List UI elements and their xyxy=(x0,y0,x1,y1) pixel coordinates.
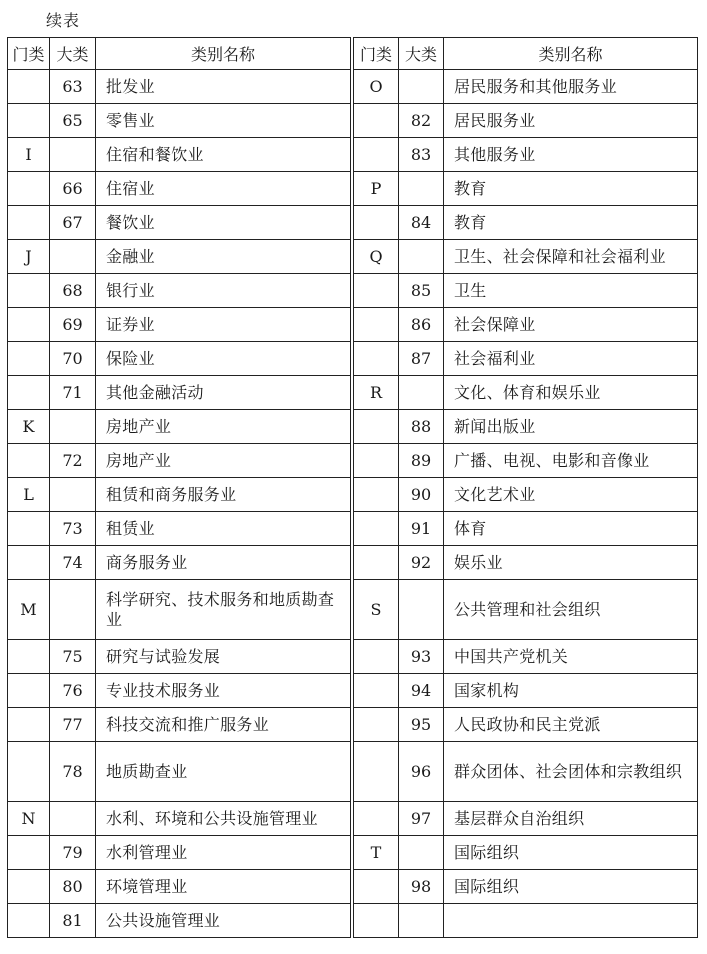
table-row xyxy=(354,708,698,742)
gate-cell xyxy=(354,274,399,308)
major-cell xyxy=(50,138,96,172)
gate-cell xyxy=(354,206,399,240)
table-row xyxy=(354,376,698,410)
gate-cell: K xyxy=(8,410,50,444)
gate-cell xyxy=(354,674,399,708)
header-major: 大类 xyxy=(50,38,96,70)
major-cell xyxy=(50,478,96,512)
name-cell: 其他金融活动 xyxy=(96,376,351,410)
table-row xyxy=(8,674,351,708)
table-row xyxy=(354,640,698,674)
gate-cell xyxy=(8,274,50,308)
table-row xyxy=(8,444,351,478)
table-row xyxy=(354,70,698,104)
name-cell: 居民服务业 xyxy=(444,104,698,138)
name-cell: 新闻出版业 xyxy=(444,410,698,444)
name-cell: 人民政协和民主党派 xyxy=(444,708,698,742)
gate-cell xyxy=(8,708,50,742)
table-row xyxy=(8,138,351,172)
right-table-body xyxy=(354,70,698,938)
table-row xyxy=(8,478,351,512)
name-cell: 零售业 xyxy=(96,104,351,138)
gate-cell xyxy=(8,640,50,674)
name-cell: 住宿业 xyxy=(96,172,351,206)
name-cell: 基层群众自治组织 xyxy=(444,802,698,836)
name-cell: 国际组织 xyxy=(444,870,698,904)
major-cell: 81 xyxy=(50,904,96,938)
gate-cell xyxy=(354,444,399,478)
gate-cell xyxy=(8,444,50,478)
table-row xyxy=(8,742,351,802)
table-row xyxy=(8,546,351,580)
name-cell: 房地产业 xyxy=(96,444,351,478)
name-cell: 水利管理业 xyxy=(96,836,351,870)
gate-cell: N xyxy=(8,802,50,836)
name-cell: 餐饮业 xyxy=(96,206,351,240)
major-cell: 75 xyxy=(50,640,96,674)
name-cell: 房地产业 xyxy=(96,410,351,444)
gate-cell: P xyxy=(354,172,399,206)
major-cell: 96 xyxy=(399,742,444,802)
major-cell: 91 xyxy=(399,512,444,546)
gate-cell: R xyxy=(354,376,399,410)
name-cell: 文化艺术业 xyxy=(444,478,698,512)
table-row xyxy=(8,274,351,308)
major-cell: 88 xyxy=(399,410,444,444)
name-cell: 卫生、社会保障和社会福利业 xyxy=(444,240,698,274)
gate-cell: Q xyxy=(354,240,399,274)
name-cell: 公共设施管理业 xyxy=(96,904,351,938)
name-cell: 广播、电视、电影和音像业 xyxy=(444,444,698,478)
name-cell: 租赁和商务服务业 xyxy=(96,478,351,512)
table-row xyxy=(354,836,698,870)
major-cell xyxy=(50,580,96,640)
table-row xyxy=(354,240,698,274)
header-gate: 门类 xyxy=(354,38,399,70)
major-cell: 95 xyxy=(399,708,444,742)
name-cell: 中国共产党机关 xyxy=(444,640,698,674)
left-table xyxy=(7,37,351,938)
gate-cell xyxy=(354,512,399,546)
name-cell: 国家机构 xyxy=(444,674,698,708)
name-cell: 科学研究、技术服务和地质勘查业 xyxy=(96,580,351,640)
major-cell xyxy=(399,904,444,938)
major-cell: 93 xyxy=(399,640,444,674)
gate-cell xyxy=(8,206,50,240)
major-cell xyxy=(399,376,444,410)
name-cell xyxy=(444,904,698,938)
table-row xyxy=(8,512,351,546)
table-row xyxy=(354,478,698,512)
gate-cell xyxy=(354,138,399,172)
gate-cell xyxy=(354,342,399,376)
name-cell: 娱乐业 xyxy=(444,546,698,580)
header-major: 大类 xyxy=(399,38,444,70)
name-cell: 地质勘查业 xyxy=(96,742,351,802)
name-cell: 社会保障业 xyxy=(444,308,698,342)
major-cell: 85 xyxy=(399,274,444,308)
gate-cell xyxy=(8,376,50,410)
major-cell xyxy=(399,240,444,274)
major-cell: 67 xyxy=(50,206,96,240)
gate-cell xyxy=(8,904,50,938)
gate-cell xyxy=(8,512,50,546)
table-row xyxy=(354,674,698,708)
major-cell: 65 xyxy=(50,104,96,138)
table-row xyxy=(8,70,351,104)
major-cell: 79 xyxy=(50,836,96,870)
gate-cell: T xyxy=(354,836,399,870)
major-cell: 78 xyxy=(50,742,96,802)
major-cell: 94 xyxy=(399,674,444,708)
gate-cell xyxy=(354,640,399,674)
gate-cell xyxy=(354,742,399,802)
major-cell: 89 xyxy=(399,444,444,478)
table-row xyxy=(8,342,351,376)
table-row xyxy=(8,376,351,410)
major-cell: 66 xyxy=(50,172,96,206)
name-cell: 批发业 xyxy=(96,70,351,104)
name-cell: 居民服务和其他服务业 xyxy=(444,70,698,104)
major-cell: 72 xyxy=(50,444,96,478)
gate-cell xyxy=(8,104,50,138)
gate-cell xyxy=(8,70,50,104)
table-row xyxy=(8,240,351,274)
gate-cell: L xyxy=(8,478,50,512)
gate-cell: I xyxy=(8,138,50,172)
gate-cell xyxy=(354,708,399,742)
name-cell: 教育 xyxy=(444,172,698,206)
gate-cell: S xyxy=(354,580,399,640)
header-row xyxy=(8,38,351,70)
table-row xyxy=(354,512,698,546)
major-cell: 68 xyxy=(50,274,96,308)
header-name: 类别名称 xyxy=(444,38,698,70)
gate-cell xyxy=(8,172,50,206)
major-cell xyxy=(399,172,444,206)
gate-cell xyxy=(354,802,399,836)
table-row xyxy=(8,708,351,742)
name-cell: 群众团体、社会团体和宗教组织 xyxy=(444,742,698,802)
table-row xyxy=(8,172,351,206)
table-row xyxy=(354,870,698,904)
gate-cell xyxy=(8,546,50,580)
gate-cell xyxy=(354,308,399,342)
table-row xyxy=(8,580,351,640)
major-cell: 84 xyxy=(399,206,444,240)
table-row xyxy=(8,870,351,904)
major-cell: 74 xyxy=(50,546,96,580)
major-cell: 80 xyxy=(50,870,96,904)
major-cell: 69 xyxy=(50,308,96,342)
name-cell: 证券业 xyxy=(96,308,351,342)
table-row xyxy=(8,308,351,342)
major-cell: 92 xyxy=(399,546,444,580)
left-table-body xyxy=(8,70,351,938)
major-cell: 77 xyxy=(50,708,96,742)
name-cell: 科技交流和推广服务业 xyxy=(96,708,351,742)
table-row xyxy=(354,444,698,478)
gate-cell xyxy=(354,904,399,938)
right-table xyxy=(353,37,698,938)
name-cell: 金融业 xyxy=(96,240,351,274)
major-cell: 82 xyxy=(399,104,444,138)
gate-cell xyxy=(8,836,50,870)
table-row xyxy=(8,206,351,240)
major-cell xyxy=(399,70,444,104)
major-cell xyxy=(50,240,96,274)
name-cell: 商务服务业 xyxy=(96,546,351,580)
name-cell: 环境管理业 xyxy=(96,870,351,904)
table-row xyxy=(354,546,698,580)
major-cell: 98 xyxy=(399,870,444,904)
gate-cell: M xyxy=(8,580,50,640)
name-cell: 研究与试验发展 xyxy=(96,640,351,674)
major-cell xyxy=(50,802,96,836)
gate-cell xyxy=(354,870,399,904)
major-cell: 86 xyxy=(399,308,444,342)
gate-cell xyxy=(8,870,50,904)
major-cell: 87 xyxy=(399,342,444,376)
gate-cell: J xyxy=(8,240,50,274)
name-cell: 其他服务业 xyxy=(444,138,698,172)
gate-cell xyxy=(354,104,399,138)
table-row xyxy=(354,342,698,376)
major-cell: 63 xyxy=(50,70,96,104)
table-row xyxy=(354,308,698,342)
name-cell: 水利、环境和公共设施管理业 xyxy=(96,802,351,836)
table-row xyxy=(8,104,351,138)
name-cell: 教育 xyxy=(444,206,698,240)
gate-cell xyxy=(354,546,399,580)
table-row xyxy=(354,206,698,240)
table-row xyxy=(354,742,698,802)
name-cell: 专业技术服务业 xyxy=(96,674,351,708)
table-row xyxy=(8,410,351,444)
name-cell: 社会福利业 xyxy=(444,342,698,376)
name-cell: 体育 xyxy=(444,512,698,546)
major-cell xyxy=(399,836,444,870)
table-row xyxy=(8,836,351,870)
major-cell: 73 xyxy=(50,512,96,546)
gate-cell xyxy=(354,478,399,512)
gate-cell xyxy=(8,742,50,802)
header-gate: 门类 xyxy=(8,38,50,70)
name-cell: 住宿和餐饮业 xyxy=(96,138,351,172)
classification-tables xyxy=(7,37,698,938)
major-cell: 97 xyxy=(399,802,444,836)
gate-cell xyxy=(8,674,50,708)
header-name: 类别名称 xyxy=(96,38,351,70)
table-row xyxy=(354,172,698,206)
table-row xyxy=(8,640,351,674)
name-cell: 银行业 xyxy=(96,274,351,308)
major-cell xyxy=(399,580,444,640)
name-cell: 租赁业 xyxy=(96,512,351,546)
name-cell: 国际组织 xyxy=(444,836,698,870)
gate-cell xyxy=(8,342,50,376)
table-row xyxy=(354,410,698,444)
table-row xyxy=(354,904,698,938)
table-row xyxy=(8,904,351,938)
major-cell: 76 xyxy=(50,674,96,708)
table-row xyxy=(354,138,698,172)
table-row xyxy=(354,802,698,836)
name-cell: 文化、体育和娱乐业 xyxy=(444,376,698,410)
name-cell: 保险业 xyxy=(96,342,351,376)
gate-cell xyxy=(8,308,50,342)
major-cell: 70 xyxy=(50,342,96,376)
table-row xyxy=(354,104,698,138)
gate-cell xyxy=(354,410,399,444)
name-cell: 卫生 xyxy=(444,274,698,308)
table-row xyxy=(354,274,698,308)
header-row xyxy=(354,38,698,70)
major-cell xyxy=(50,410,96,444)
name-cell: 公共管理和社会组织 xyxy=(444,580,698,640)
gate-cell: O xyxy=(354,70,399,104)
major-cell: 83 xyxy=(399,138,444,172)
table-row xyxy=(8,802,351,836)
table-row xyxy=(354,580,698,640)
table-caption: 续表 xyxy=(46,11,81,30)
major-cell: 90 xyxy=(399,478,444,512)
major-cell: 71 xyxy=(50,376,96,410)
